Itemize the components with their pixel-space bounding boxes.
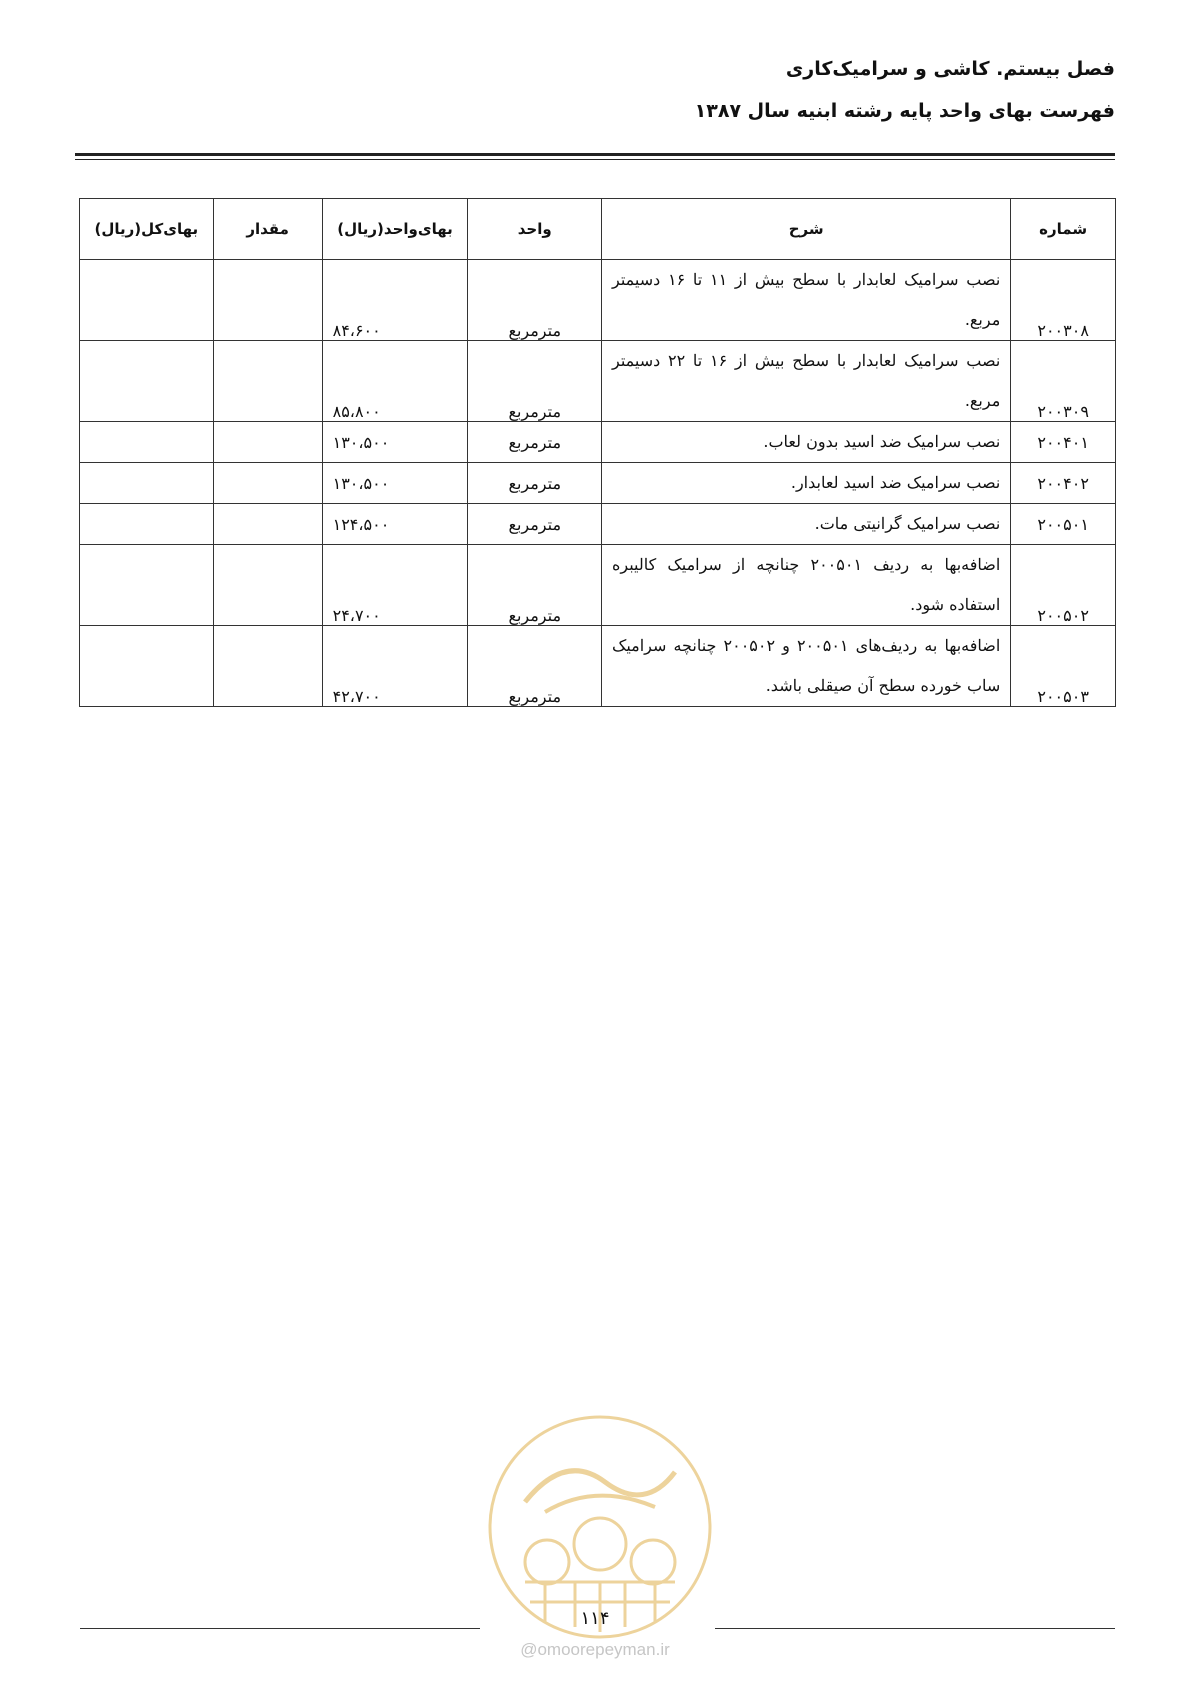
row-unit-price: ۴۲،۷۰۰ bbox=[322, 626, 468, 707]
row-quantity bbox=[213, 545, 322, 626]
row-total-price bbox=[80, 422, 214, 463]
row-number: ۲۰۰۵۰۲ bbox=[1011, 545, 1116, 626]
row-unit-price: ۱۳۰،۵۰۰ bbox=[322, 463, 468, 504]
row-description: نصب سرامیک ضد اسید لعابدار. bbox=[602, 463, 1011, 504]
row-total-price bbox=[80, 626, 214, 707]
row-number: ۲۰۰۳۰۹ bbox=[1011, 341, 1116, 422]
table-row bbox=[80, 504, 1116, 545]
row-number: ۲۰۰۴۰۲ bbox=[1011, 463, 1116, 504]
footer-rule-left bbox=[80, 1628, 480, 1629]
row-unit: مترمربع bbox=[468, 463, 602, 504]
row-total-price bbox=[80, 545, 214, 626]
row-unit-price: ۸۵،۸۰۰ bbox=[322, 341, 468, 422]
row-unit-price: ۸۴،۶۰۰ bbox=[322, 260, 468, 341]
row-description: نصب سرامیک ضد اسید بدون لعاب. bbox=[602, 422, 1011, 463]
page-header bbox=[695, 55, 1115, 125]
table-row bbox=[80, 463, 1116, 504]
table-row bbox=[80, 260, 1116, 341]
page-number: ۱۱۴ bbox=[580, 1608, 610, 1629]
table-row bbox=[80, 545, 1116, 626]
header-rule-thin bbox=[75, 159, 1115, 160]
table-row bbox=[80, 422, 1116, 463]
header-unit-price: بهای‌واحد(ریال) bbox=[322, 199, 468, 260]
row-number: ۲۰۰۳۰۸ bbox=[1011, 260, 1116, 341]
row-total-price bbox=[80, 341, 214, 422]
header-number: شماره bbox=[1011, 199, 1116, 260]
website-link[interactable]: @omoorepeyman.ir bbox=[520, 1640, 670, 1659]
row-unit-price: ۱۲۴،۵۰۰ bbox=[322, 504, 468, 545]
row-description: اضافه‌بها به ردیف‌های ۲۰۰۵۰۱ و ۲۰۰۵۰۲ چنانچه سرامیک ساب خورده سطح آن صیقلی باشد. bbox=[602, 626, 1011, 707]
header-total-price: بهای‌کل(ریال) bbox=[80, 199, 214, 260]
row-quantity bbox=[213, 341, 322, 422]
row-number: ۲۰۰۵۰۱ bbox=[1011, 504, 1116, 545]
row-total-price bbox=[80, 504, 214, 545]
row-quantity bbox=[213, 463, 322, 504]
row-unit: مترمربع bbox=[468, 504, 602, 545]
row-unit: مترمربع bbox=[468, 422, 602, 463]
document-subtitle: فهرست بهای واحد پایه رشته ابنیه سال ۱۳۸۷ bbox=[694, 100, 1115, 122]
row-quantity bbox=[213, 504, 322, 545]
row-unit-price: ۱۳۰،۵۰۰ bbox=[322, 422, 468, 463]
row-number: ۲۰۰۵۰۳ bbox=[1011, 626, 1116, 707]
price-table bbox=[79, 198, 1116, 707]
header-description: شرح bbox=[602, 199, 1011, 260]
row-description: نصب سرامیک لعابدار با سطح بیش از ۱۶ تا ۲۲ دسیمتر مربع. bbox=[602, 341, 1011, 422]
row-number: ۲۰۰۴۰۱ bbox=[1011, 422, 1116, 463]
row-unit: مترمربع bbox=[468, 626, 602, 707]
row-description: اضافه‌بها به ردیف ۲۰۰۵۰۱ چنانچه از سرامیک کالیبره استفاده شود. bbox=[602, 545, 1011, 626]
row-total-price bbox=[80, 260, 214, 341]
row-quantity bbox=[213, 422, 322, 463]
row-description: نصب سرامیک لعابدار با سطح بیش از ۱۱ تا ۱۶ دسیمتر مربع. bbox=[602, 260, 1011, 341]
table-row bbox=[80, 626, 1116, 707]
header-quantity: مقدار bbox=[213, 199, 322, 260]
row-quantity bbox=[213, 626, 322, 707]
footer-rule-right bbox=[715, 1628, 1115, 1629]
row-total-price bbox=[80, 463, 214, 504]
row-description: نصب سرامیک گرانیتی مات. bbox=[602, 504, 1011, 545]
row-unit: مترمربع bbox=[468, 341, 602, 422]
row-unit: مترمربع bbox=[468, 545, 602, 626]
chapter-title: فصل بیستم. کاشی و سرامیک‌کاری bbox=[785, 58, 1115, 80]
row-unit: مترمربع bbox=[468, 260, 602, 341]
header-rule-thick bbox=[75, 153, 1115, 156]
row-quantity bbox=[213, 260, 322, 341]
table-header-row bbox=[80, 199, 1116, 260]
table-row bbox=[80, 341, 1116, 422]
row-unit-price: ۲۴،۷۰۰ bbox=[322, 545, 468, 626]
header-unit: واحد bbox=[468, 199, 602, 260]
